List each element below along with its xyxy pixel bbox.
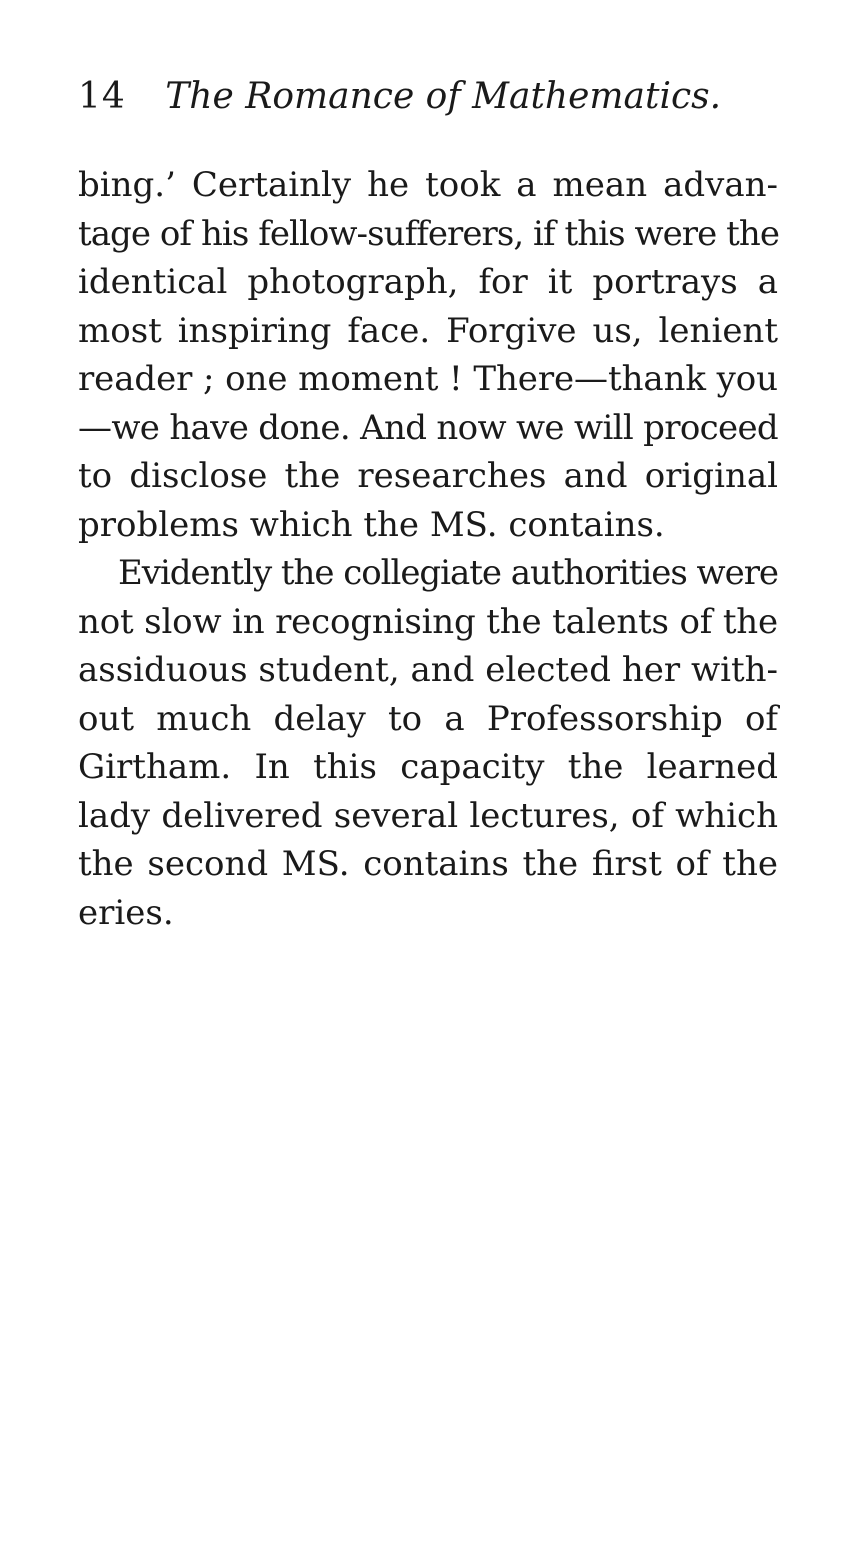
body-text [78, 161, 778, 937]
text-line: tage of his fellow-sufferers, if this were the [78, 213, 780, 254]
text-line: eries. [78, 892, 174, 933]
text-line: —we have done. And now we will proceed [78, 407, 778, 448]
paragraph-2 [78, 549, 778, 937]
text-line: out much delay to a Professorship of [78, 698, 778, 739]
text-line: Evidently the collegiate authorities were [118, 553, 778, 593]
text-line: lady delivered several lectures, of which [78, 795, 778, 836]
text-line: the second MS. contains the first of the [78, 844, 778, 884]
page-number: 14 [78, 76, 126, 117]
text-line: reader ; one moment ! There—thank you [78, 359, 779, 399]
text-line: assiduous student, and elected her with- [78, 650, 778, 690]
text-line: to disclose the researches and original [78, 456, 778, 496]
text-line: bing.’ Certainly he took a mean advan- [78, 165, 778, 205]
paragraph-1 [78, 161, 778, 549]
text-line: most inspiring face. Forgive us, lenient [78, 310, 778, 351]
text-line: identical photograph, for it portrays a [78, 262, 778, 302]
text-line: not slow in recognising the talents of the [78, 601, 778, 642]
text-line: problems which the MS. contains. [78, 504, 665, 545]
text-line: Girtham. In this capacity the learned [78, 747, 778, 787]
running-title: The Romance of Mathematics. [165, 76, 722, 117]
running-header [78, 72, 778, 122]
